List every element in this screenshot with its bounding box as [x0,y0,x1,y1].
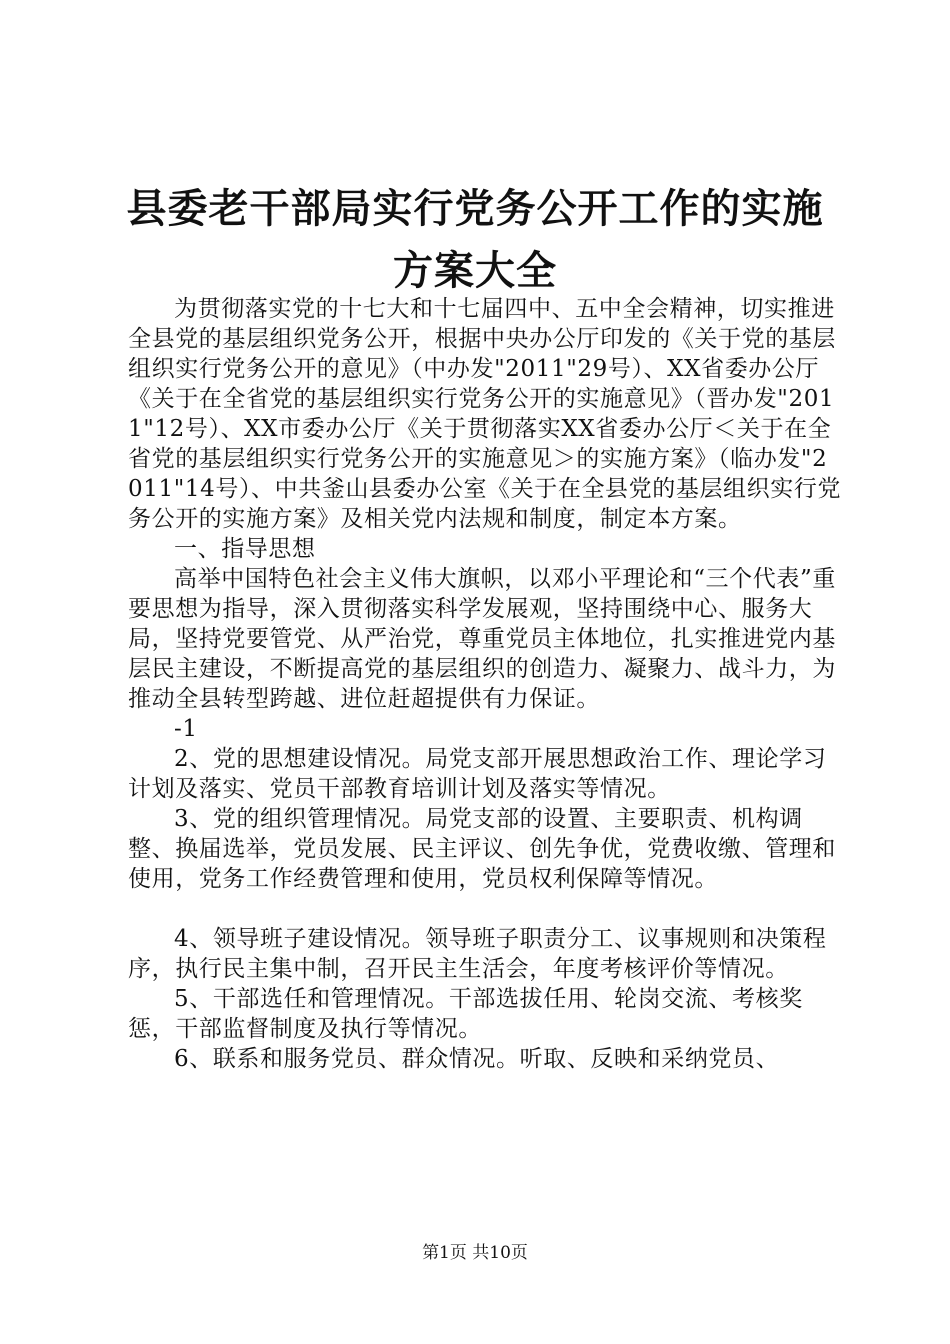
section-heading-guiding-ideology: 一、指导思想 [174,536,316,562]
item-5-paragraph: 5、干部选任和管理情况。干部选拔任用、轮岗交流、考核奖惩，干部监督制度及执行等情况。 [128,986,803,1042]
item-4-paragraph: 4、领导班子建设情况。领导班子职责分工、议事规则和决策程序，执行民主集中制，召开民主生活会，年度考核评价等情况。 [128,926,827,982]
document-title: 县委老干部局实行党务公开工作的实施方案大全 [126,186,824,294]
page-marker: -1 [174,716,198,742]
item-3-paragraph: 3、党的组织管理情况。局党支部的设置、主要职责、机构调整、换届选举，党员发展、民主评议、创先争优，党费收缴、管理和使用，党务工作经费管理和使用，党员权利保障等情况。 [128,806,836,892]
item-2-paragraph: 2、党的思想建设情况。局党支部开展思想政治工作、理论学习计划及落实、党员干部教育培训计划及落实等情况。 [128,746,827,802]
guiding-ideology-paragraph: 高举中国特色社会主义伟大旗帜，以邓小平理论和“三个代表”重要思想为指导，深入贯彻落实科学发展观，坚持围绕中心、服务大局，坚持党要管党、从严治党，尊重党员主体地位，扎实推进党内基层民主建设，不断提高党的基层组织的创造力、凝聚力、战斗力，为推动全县转型跨越、进位赶超提供有力保证。 [128,566,836,712]
intro-paragraph: 为贯彻落实党的十七大和十七届四中、五中全会精神，切实推进全县党的基层组织党务公开，根据中央办公厅印发的《关于党的基层组织实行党务公开的意见》（中办发"2011"29号）、XX省委办公厅《关于在全省党的基层组织实行党务公开的实施意见》（晋办发"2011"12号）、XX市委办公厅《关于贯彻落实XX省委办公厅＜关于在全省党的基层组织实行党务公开的实施意见＞的实施方案》（临办发"2011"14号）、中共釜山县委办公室《关于在全县党的基层组织实行党务公开的实施方案》及相关党内法规和制度，制定本方案。 [128,296,842,532]
document-body [128,294,842,1074]
page-number-footer: 第1页 共10页 [422,1243,528,1263]
item-6-paragraph: 6、联系和服务党员、群众情况。听取、反映和采纳党员、 [174,1046,780,1072]
